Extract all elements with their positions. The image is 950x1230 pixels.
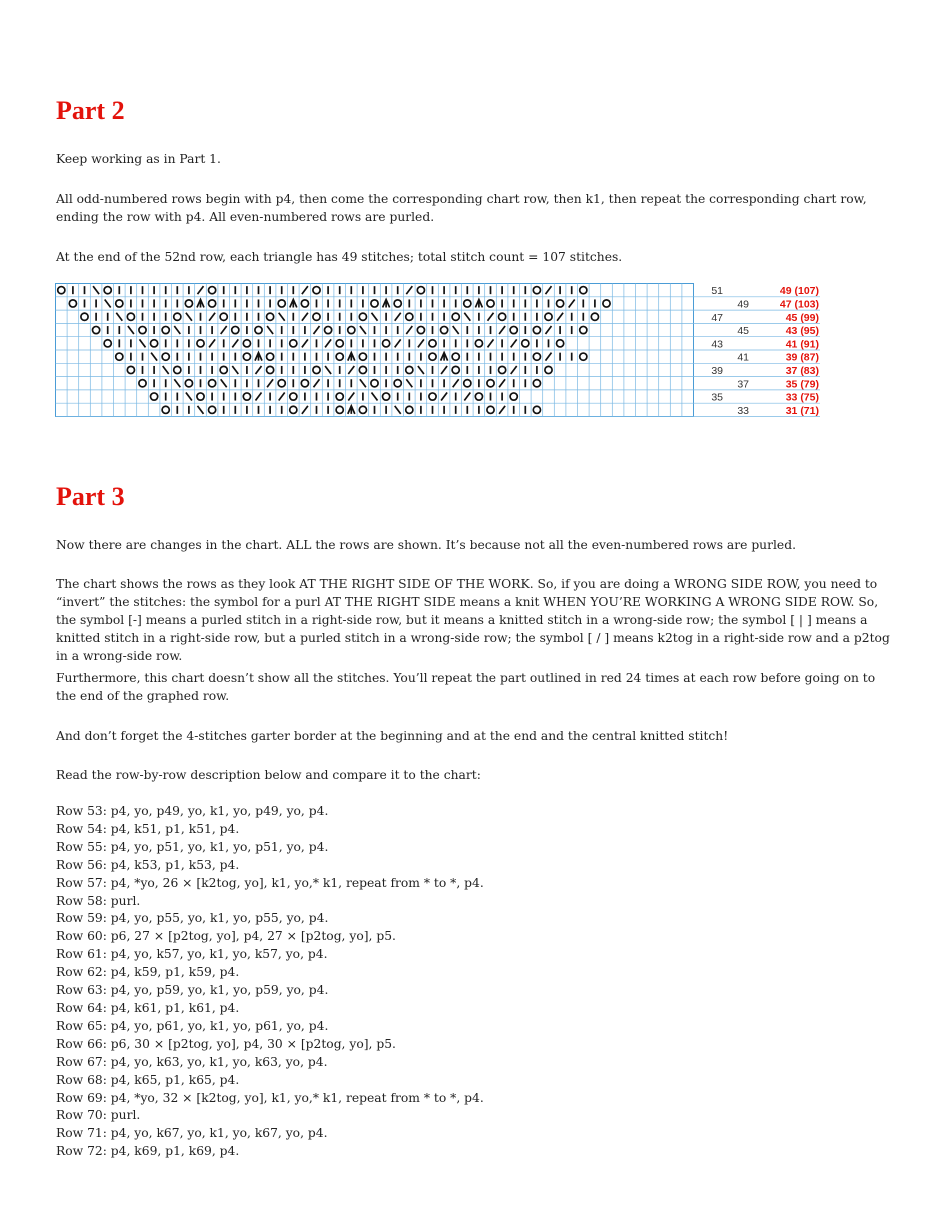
chart-stitch-count: 45 (99)	[785, 311, 819, 324]
part2-paragraph-1: Keep working as in Part 1.	[56, 152, 221, 166]
list-item: Row 59: p4, yo, p55, yo, k1, yo, p55, yo, p4.	[56, 911, 329, 926]
list-item: Row 72: p4, k69, p1, k69, p4.	[56, 1144, 240, 1159]
list-item: Row 56: p4, k53, p1, k53, p4.	[56, 857, 240, 872]
chart-stitch-count: 37 (83)	[785, 364, 819, 377]
chart-row-number: 47	[711, 311, 723, 324]
list-item: Row 57: p4, *yo, 26 × [k2tog, yo], k1, yo,* k1, repeat from * to *, p4.	[56, 875, 484, 890]
chart-row-number: 41	[737, 351, 749, 364]
list-item: Row 67: p4, yo, k63, yo, k1, yo, k63, yo, p4.	[56, 1054, 328, 1069]
part3-paragraph-4: And don’t forget the 4-stitches garter border at the beginning and at the end and the central knitted stitch!	[56, 729, 729, 743]
part2-paragraph-2: All odd-numbered rows begin with p4, then come the corresponding chart row, then k1, then repeat the corresponding chart row, ending the row with p4. All even-numbered rows are purled.	[56, 192, 867, 224]
chart-row-number: 49	[737, 298, 749, 311]
list-item: Row 68: p4, k65, p1, k65, p4.	[56, 1072, 240, 1087]
list-item: Row 53: p4, yo, p49, yo, k1, yo, p49, yo, p4.	[56, 804, 329, 818]
part3-heading: Part 3	[56, 482, 125, 511]
list-item: Row 54: p4, k51, p1, k51, p4.	[56, 821, 240, 836]
chart-stitch-count: 43 (95)	[785, 325, 819, 338]
list-item: Row 71: p4, yo, k67, yo, k1, yo, k67, yo, p4.	[56, 1126, 328, 1141]
part3-paragraph-3: Furthermore, this chart doesn’t show all the stitches. You’ll repeat the part outlined in red 24 times at each row before going on to the end of the graphed row.	[56, 671, 876, 703]
chart-row-number: 39	[711, 364, 723, 377]
chart-row-number: 51	[711, 285, 723, 298]
part3-paragraph-1: Now there are changes in the chart. ALL the rows are shown. It’s because not all the even-numbered rows are purled.	[56, 538, 796, 552]
chart-row-number: 43	[711, 338, 723, 351]
list-item: Row 63: p4, yo, p59, yo, k1, yo, p59, yo, p4.	[56, 983, 329, 998]
chart-stitch-count: 49 (107)	[779, 285, 819, 298]
chart-stitch-count: 35 (79)	[785, 378, 819, 391]
chart-stitch-count: 47 (103)	[779, 298, 819, 311]
part3-paragraph-2: The chart shows the rows as they look AT THE RIGHT SIDE OF THE WORK. So, if you are doing a WRONG SIDE ROW, you need to “invert” the stitches: the symbol for a purl AT THE RIGHT SIDE means a knit WHEN YOU’RE WORKING A WRONG SIDE ROW. So, the symbol [-] means a purled stitch in a right-side row, but it means a knitted stitch in a wrong-side row; the symbol [ | ] means a knitted stitch in a right-side row, but a purled stitch in a wrong-side row; the symbol [ / ] means k2tog in a right-side row and a p2tog in a wrong-side row.	[56, 577, 890, 663]
part2-heading: Part 2	[56, 96, 125, 125]
list-item: Row 61: p4, yo, k57, yo, k1, yo, k57, yo, p4.	[56, 947, 328, 962]
row-instructions-list	[56, 803, 896, 1161]
chart-row-number: 37	[737, 378, 749, 391]
knitting-chart	[55, 283, 821, 420]
chart-stitch-count: 39 (87)	[785, 351, 819, 364]
part3-paragraph-5: Read the row-by-row description below and compare it to the chart:	[56, 768, 481, 782]
list-item: Row 66: p6, 30 × [p2tog, yo], p4, 30 × [p2tog, yo], p5.	[56, 1036, 396, 1051]
chart-stitch-count: 33 (75)	[785, 391, 819, 404]
list-item: Row 64: p4, k61, p1, k61, p4.	[56, 1000, 240, 1015]
chart-stitch-count: 31 (71)	[785, 404, 819, 417]
list-item: Row 58: purl.	[56, 893, 141, 908]
list-item: Row 62: p4, k59, p1, k59, p4.	[56, 965, 240, 980]
list-item: Row 65: p4, yo, p61, yo, k1, yo, p61, yo, p4.	[56, 1018, 329, 1033]
list-item: Row 70: purl.	[56, 1108, 141, 1123]
chart-row-number: 33	[737, 404, 749, 417]
list-item: Row 69: p4, *yo, 32 × [k2tog, yo], k1, yo,* k1, repeat from * to *, p4.	[56, 1090, 484, 1105]
chart-stitch-count: 41 (91)	[785, 338, 819, 351]
chart-row-number: 45	[737, 325, 749, 338]
part2-paragraph-3: At the end of the 52nd row, each triangle has 49 stitches; total stitch count = 107 stitches.	[56, 250, 623, 264]
list-item: Row 60: p6, 27 × [p2tog, yo], p4, 27 × [p2tog, yo], p5.	[56, 929, 396, 944]
list-item: Row 55: p4, yo, p51, yo, k1, yo, p51, yo, p4.	[56, 839, 329, 854]
chart-row-number: 35	[711, 391, 723, 404]
